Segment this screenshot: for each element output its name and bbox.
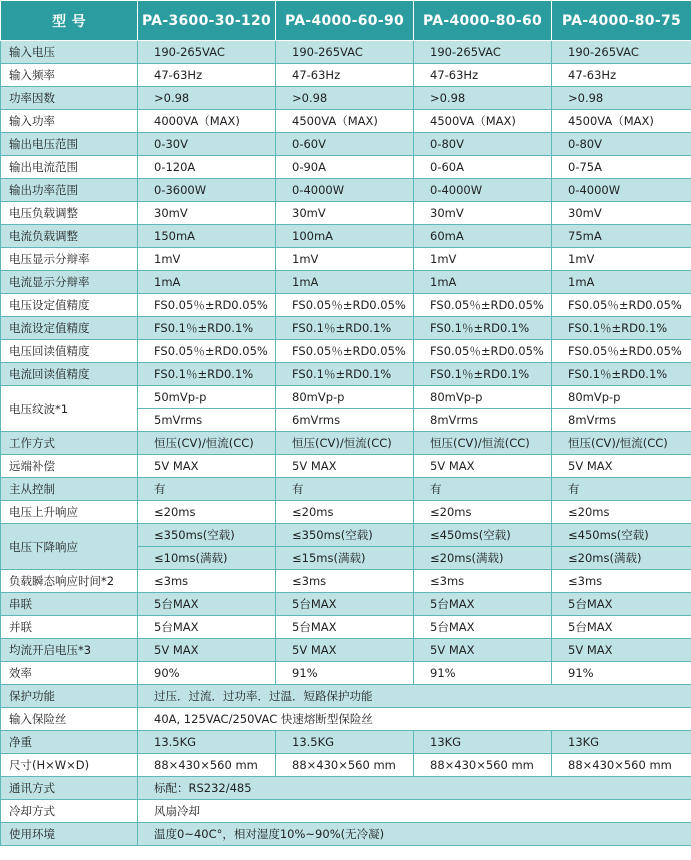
spec-value: 5V MAX bbox=[138, 455, 276, 478]
spec-value: 0-80V bbox=[414, 133, 552, 156]
spec-value: 1mV bbox=[138, 248, 276, 271]
spec-row bbox=[1, 823, 691, 846]
spec-value: 恒压(CV)/恒流(CC) bbox=[138, 432, 276, 455]
spec-row bbox=[1, 754, 691, 777]
spec-value: 13.5KG bbox=[138, 731, 276, 754]
spec-value: 80mVp-p bbox=[552, 386, 691, 409]
spec-value: ≤3ms bbox=[138, 570, 276, 593]
spec-label: 并联 bbox=[1, 616, 138, 639]
spec-value: 5V MAX bbox=[552, 455, 691, 478]
spec-value: 30mV bbox=[414, 202, 552, 225]
spec-value: FS0.05％±RD0.05% bbox=[414, 340, 552, 363]
spec-value: 47-63Hz bbox=[276, 64, 414, 87]
spec-label: 远端补偿 bbox=[1, 455, 138, 478]
spec-label: 净重 bbox=[1, 731, 138, 754]
spec-value: 0-30V bbox=[138, 133, 276, 156]
header-label: 型 号 bbox=[1, 1, 138, 41]
spec-value: 5V MAX bbox=[276, 455, 414, 478]
spec-value: >0.98 bbox=[414, 87, 552, 110]
spec-value: ≤350ms(空载) bbox=[276, 524, 414, 547]
spec-row bbox=[1, 432, 691, 455]
spec-value: ≤20ms bbox=[414, 501, 552, 524]
spec-value: FS0.1％±RD0.1% bbox=[276, 363, 414, 386]
spec-value: 1mA bbox=[552, 271, 691, 294]
header-model: PA-3600-30-120 bbox=[138, 1, 276, 41]
spec-value: ≤20ms(满载) bbox=[552, 547, 691, 570]
spec-label: 输入保险丝 bbox=[1, 708, 138, 731]
spec-value: FS0.05％±RD0.05% bbox=[552, 294, 691, 317]
spec-value: >0.98 bbox=[138, 87, 276, 110]
spec-value: 有 bbox=[276, 478, 414, 501]
spec-row bbox=[1, 340, 691, 363]
spec-value: ≤450ms(空载) bbox=[552, 524, 691, 547]
spec-label: 电压上升响应 bbox=[1, 501, 138, 524]
spec-value: ≤20ms bbox=[276, 501, 414, 524]
spec-row bbox=[1, 363, 691, 386]
spec-value: 8mVrms bbox=[414, 409, 552, 432]
spec-value: FS0.1％±RD0.1% bbox=[276, 317, 414, 340]
spec-label: 输入电压 bbox=[1, 41, 138, 64]
spec-value: >0.98 bbox=[276, 87, 414, 110]
spec-value: 1mV bbox=[414, 248, 552, 271]
spec-row bbox=[1, 248, 691, 271]
spec-value: FS0.05％±RD0.05% bbox=[414, 294, 552, 317]
spec-value: 有 bbox=[138, 478, 276, 501]
spec-row bbox=[1, 639, 691, 662]
header-model: PA-4000-80-75 bbox=[552, 1, 691, 41]
spec-row bbox=[1, 731, 691, 754]
spec-value: FS0.1％±RD0.1% bbox=[552, 317, 691, 340]
spec-value: 90% bbox=[138, 662, 276, 685]
spec-value: 4500VA（MAX) bbox=[276, 110, 414, 133]
spec-label: 电流显示分辩率 bbox=[1, 271, 138, 294]
spec-row bbox=[1, 110, 691, 133]
spec-value: ≤10ms(满载) bbox=[138, 547, 276, 570]
spec-value: 30mV bbox=[276, 202, 414, 225]
spec-value: 5V MAX bbox=[552, 639, 691, 662]
spec-value: 0-4000W bbox=[552, 179, 691, 202]
spec-label: 负载瞬态响应时间*2 bbox=[1, 570, 138, 593]
spec-value: FS0.05％±RD0.05% bbox=[276, 340, 414, 363]
spec-value: 0-60A bbox=[414, 156, 552, 179]
spec-value: ≤3ms bbox=[276, 570, 414, 593]
spec-value: 5V MAX bbox=[414, 639, 552, 662]
spec-label: 输入功率 bbox=[1, 110, 138, 133]
spec-value: ≤450ms(空载) bbox=[414, 524, 552, 547]
spec-row bbox=[1, 708, 691, 731]
spec-value: 91% bbox=[414, 662, 552, 685]
spec-value: ≤20ms(满载) bbox=[414, 547, 552, 570]
spec-row bbox=[1, 616, 691, 639]
spec-value: ≤3ms bbox=[414, 570, 552, 593]
spec-value: 0-3600W bbox=[138, 179, 276, 202]
spec-value: 5台MAX bbox=[414, 616, 552, 639]
header-model: PA-4000-60-90 bbox=[276, 1, 414, 41]
spec-value: 150mA bbox=[138, 225, 276, 248]
spec-value: 88×430×560 mm bbox=[552, 754, 691, 777]
spec-label: 主从控制 bbox=[1, 478, 138, 501]
spec-row bbox=[1, 455, 691, 478]
spec-value: 47-63Hz bbox=[552, 64, 691, 87]
spec-value: 恒压(CV)/恒流(CC) bbox=[414, 432, 552, 455]
spec-label: 电压设定值精度 bbox=[1, 294, 138, 317]
spec-label: 电流回读值精度 bbox=[1, 363, 138, 386]
spec-value: 5台MAX bbox=[138, 616, 276, 639]
header-row bbox=[1, 1, 691, 41]
spec-value: 5V MAX bbox=[138, 639, 276, 662]
spec-value: >0.98 bbox=[552, 87, 691, 110]
spec-row bbox=[1, 179, 691, 202]
spec-value: 5台MAX bbox=[552, 593, 691, 616]
spec-row bbox=[1, 570, 691, 593]
spec-label: 电流负载调整 bbox=[1, 225, 138, 248]
spec-row bbox=[1, 386, 691, 409]
spec-value: 5台MAX bbox=[414, 593, 552, 616]
spec-value: 6mVrms bbox=[276, 409, 414, 432]
spec-label: 输出电压范围 bbox=[1, 133, 138, 156]
spec-value: 30mV bbox=[552, 202, 691, 225]
spec-row bbox=[1, 271, 691, 294]
spec-value: 5V MAX bbox=[276, 639, 414, 662]
spec-value: 91% bbox=[276, 662, 414, 685]
spec-value: 13KG bbox=[414, 731, 552, 754]
spec-value: ≤3ms bbox=[552, 570, 691, 593]
spec-value: 13KG bbox=[552, 731, 691, 754]
spec-row bbox=[1, 87, 691, 110]
spec-value: 温度0~40C°，相对湿度10%~90%(无冷凝) bbox=[138, 823, 691, 846]
spec-value: ≤15ms(满载) bbox=[276, 547, 414, 570]
spec-row bbox=[1, 478, 691, 501]
spec-row bbox=[1, 800, 691, 823]
spec-label: 通讯方式 bbox=[1, 777, 138, 800]
spec-value: 过压．过流．过功率．过温．短路保护功能 bbox=[138, 685, 691, 708]
spec-value: FS0.1％±RD0.1% bbox=[552, 363, 691, 386]
spec-value: 5台MAX bbox=[138, 593, 276, 616]
spec-value: FS0.1％±RD0.1% bbox=[138, 317, 276, 340]
spec-value: FS0.05％±RD0.05% bbox=[552, 340, 691, 363]
spec-row bbox=[1, 225, 691, 248]
spec-row bbox=[1, 685, 691, 708]
spec-row bbox=[1, 156, 691, 179]
spec-label: 输入频率 bbox=[1, 64, 138, 87]
spec-label: 均流开启电压*3 bbox=[1, 639, 138, 662]
spec-label: 尺寸(H×W×D) bbox=[1, 754, 138, 777]
spec-value: 1mA bbox=[276, 271, 414, 294]
spec-value: 0-75A bbox=[552, 156, 691, 179]
spec-row bbox=[1, 593, 691, 616]
spec-value: 5台MAX bbox=[276, 616, 414, 639]
spec-value: 1mV bbox=[276, 248, 414, 271]
spec-value: 190-265VAC bbox=[414, 41, 552, 64]
spec-row bbox=[1, 64, 691, 87]
spec-value: FS0.1％±RD0.1% bbox=[414, 363, 552, 386]
spec-label: 电压下降响应 bbox=[1, 524, 138, 570]
spec-value: 190-265VAC bbox=[138, 41, 276, 64]
spec-row bbox=[1, 294, 691, 317]
spec-value: FS0.05％±RD0.05% bbox=[276, 294, 414, 317]
spec-label: 电压纹波*1 bbox=[1, 386, 138, 432]
spec-value: 1mV bbox=[552, 248, 691, 271]
spec-value: 5V MAX bbox=[414, 455, 552, 478]
spec-label: 效率 bbox=[1, 662, 138, 685]
spec-row bbox=[1, 777, 691, 800]
spec-body bbox=[1, 41, 691, 846]
spec-value: 5mVrms bbox=[138, 409, 276, 432]
spec-value: FS0.1％±RD0.1% bbox=[138, 363, 276, 386]
spec-value: 有 bbox=[552, 478, 691, 501]
spec-label: 电压回读值精度 bbox=[1, 340, 138, 363]
spec-value: ≤20ms bbox=[552, 501, 691, 524]
spec-value: 75mA bbox=[552, 225, 691, 248]
spec-label: 工作方式 bbox=[1, 432, 138, 455]
spec-value: 1mA bbox=[414, 271, 552, 294]
spec-label: 保护功能 bbox=[1, 685, 138, 708]
spec-value: 80mVp-p bbox=[276, 386, 414, 409]
spec-row bbox=[1, 41, 691, 64]
spec-value: 0-120A bbox=[138, 156, 276, 179]
spec-value: 0-80V bbox=[552, 133, 691, 156]
spec-value: 100mA bbox=[276, 225, 414, 248]
spec-row bbox=[1, 501, 691, 524]
spec-row bbox=[1, 202, 691, 225]
spec-value: 0-4000W bbox=[276, 179, 414, 202]
spec-value: 88×430×560 mm bbox=[276, 754, 414, 777]
spec-row bbox=[1, 524, 691, 547]
spec-value: 80mVp-p bbox=[414, 386, 552, 409]
spec-value: 50mVp-p bbox=[138, 386, 276, 409]
spec-value: 47-63Hz bbox=[414, 64, 552, 87]
spec-value: 恒压(CV)/恒流(CC) bbox=[552, 432, 691, 455]
spec-label: 输出电流范围 bbox=[1, 156, 138, 179]
spec-row bbox=[1, 317, 691, 340]
spec-value: 0-4000W bbox=[414, 179, 552, 202]
spec-value: FS0.1％±RD0.1% bbox=[414, 317, 552, 340]
header-model: PA-4000-80-60 bbox=[414, 1, 552, 41]
spec-label: 串联 bbox=[1, 593, 138, 616]
spec-label: 电压负载调整 bbox=[1, 202, 138, 225]
spec-value: 5台MAX bbox=[276, 593, 414, 616]
spec-value: 4000VA（MAX) bbox=[138, 110, 276, 133]
spec-value: 1mA bbox=[138, 271, 276, 294]
spec-value: 风扇冷却 bbox=[138, 800, 691, 823]
spec-value: 91% bbox=[552, 662, 691, 685]
spec-value: 恒压(CV)/恒流(CC) bbox=[276, 432, 414, 455]
spec-value: 190-265VAC bbox=[276, 41, 414, 64]
spec-value: 88×430×560 mm bbox=[414, 754, 552, 777]
spec-value: 8mVrms bbox=[552, 409, 691, 432]
spec-row bbox=[1, 133, 691, 156]
spec-value: ≤350ms(空载) bbox=[138, 524, 276, 547]
spec-label: 功率因数 bbox=[1, 87, 138, 110]
spec-value: 190-265VAC bbox=[552, 41, 691, 64]
spec-value: 4500VA（MAX) bbox=[552, 110, 691, 133]
spec-value: 标配：RS232/485 bbox=[138, 777, 691, 800]
spec-label: 电流设定值精度 bbox=[1, 317, 138, 340]
spec-value: 88×430×560 mm bbox=[138, 754, 276, 777]
spec-value: FS0.05％±RD0.05% bbox=[138, 294, 276, 317]
spec-value: 4500VA（MAX) bbox=[414, 110, 552, 133]
spec-value: 30mV bbox=[138, 202, 276, 225]
spec-label: 冷却方式 bbox=[1, 800, 138, 823]
spec-label: 输出功率范围 bbox=[1, 179, 138, 202]
spec-value: ≤20ms bbox=[138, 501, 276, 524]
spec-value: 有 bbox=[414, 478, 552, 501]
spec-value: 0-90A bbox=[276, 156, 414, 179]
spec-label: 电压显示分辩率 bbox=[1, 248, 138, 271]
spec-value: 47-63Hz bbox=[138, 64, 276, 87]
spec-value: 60mA bbox=[414, 225, 552, 248]
spec-value: FS0.05％±RD0.05% bbox=[138, 340, 276, 363]
spec-value: 0-60V bbox=[276, 133, 414, 156]
spec-value: 13.5KG bbox=[276, 731, 414, 754]
spec-value: 5台MAX bbox=[552, 616, 691, 639]
spec-value: 40A, 125VAC/250VAC 快速熔断型保险丝 bbox=[138, 708, 691, 731]
spec-label: 使用环境 bbox=[1, 823, 138, 846]
spec-row bbox=[1, 662, 691, 685]
